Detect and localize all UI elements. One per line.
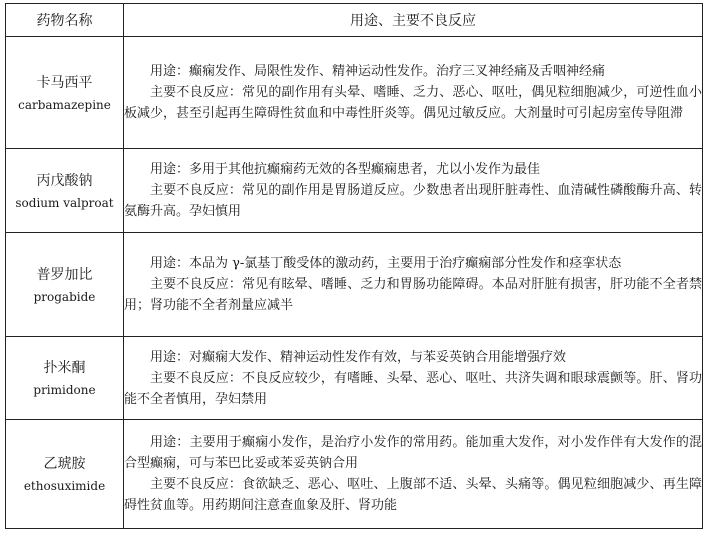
drug-name-cell bbox=[6, 37, 124, 149]
drug-use: 用途：多用于其他抗癫痫药无效的各型癫痫患者，尤以小发作为最佳 bbox=[150, 162, 541, 177]
drug-name-cn: 扑米酮 bbox=[43, 360, 86, 376]
drug-use: 用途：对癫痫大发作、精神运动性发作有效，与苯妥英钠合用能增强疗效 bbox=[150, 349, 567, 365]
header-use-adverse: 用途、主要不良反应 bbox=[124, 4, 703, 37]
drug-name-cn: 丙戊酸钠 bbox=[36, 172, 93, 189]
drug-adverse-reactions: 主要不良反应：常见的副作用有头晕、嗜睡、乏力、恶心、呕吐，偶见粒细胞减少，可逆性血小板减少，甚至引起再生障碍性贫血和中毒性肝炎等。偶见过敏反应。大剂量时可引起房室传导阻滞 bbox=[124, 85, 702, 121]
drug-name-cell bbox=[6, 149, 124, 233]
drug-name-en: ethosuximide bbox=[23, 479, 106, 493]
drug-name-en: carbamazepine bbox=[18, 97, 111, 112]
drug-table bbox=[5, 3, 703, 529]
drug-adverse-reactions: 主要不良反应：不良反应较少，有嗜睡、头晕、恶心、呕吐、共济失调和眼球震颤等。肝、肾功能不全者慎用，孕妇禁用 bbox=[124, 370, 702, 407]
drug-adverse-reactions: 主要不良反应：常见的副作用是胃肠道反应。少数患者出现肝脏毒性、血清碱性磷酸酶升高、转氨酶升高。孕妇慎用 bbox=[124, 183, 702, 219]
drug-description-cell bbox=[124, 149, 703, 233]
drug-name-cn: 普罗加比 bbox=[36, 266, 93, 283]
table-row bbox=[6, 149, 703, 233]
header-drug-name: 药物名称 bbox=[6, 4, 124, 37]
drug-adverse-reactions: 主要不良反应：食欲缺乏、恶心、呕吐、上腹部不适、头晕、头痛等。偶见粒细胞减少、再生障碍性贫血等。用药期间注意查血象及肝、肾功能 bbox=[124, 477, 702, 513]
drug-description-cell bbox=[124, 233, 703, 337]
drug-description-cell bbox=[124, 420, 703, 529]
drug-use: 用途：癫痫发作、局限性发作、精神运动性发作。治疗三叉神经痛及舌咽神经痛 bbox=[150, 64, 606, 79]
drug-name-cell bbox=[6, 420, 124, 529]
drug-description-cell bbox=[124, 37, 703, 149]
table-row bbox=[6, 37, 703, 149]
drug-use: 用途：主要用于癫痫小发作，是治疗小发作的常用药。能加重大发作，对小发作伴有大发作的混合型癫痫，可与苯巴比妥或苯妥英钠合用 bbox=[124, 435, 702, 471]
drug-name-en: sodium valproat bbox=[15, 195, 114, 210]
drug-use: 用途：本品为 γ-氯基丁酸受体的激动药，主要用于治疗癫痫部分性发作和痉挛状态 bbox=[150, 256, 622, 271]
table-row bbox=[6, 337, 703, 420]
drug-name-cn: 卡马西平 bbox=[36, 74, 93, 91]
header-row bbox=[6, 4, 703, 37]
drug-name-en: progabide bbox=[33, 289, 96, 304]
drug-name-cell bbox=[6, 337, 124, 420]
drug-name-cell bbox=[6, 233, 124, 337]
drug-name-cn: 乙琥胺 bbox=[43, 456, 86, 472]
drug-adverse-reactions: 主要不良反应：常见有眩晕、嗜睡、乏力和胃肠功能障碍。本品对肝脏有损害，肝功能不全者禁用；肾功能不全者剂量应减半 bbox=[124, 277, 702, 313]
table-row bbox=[6, 233, 703, 337]
drug-description-cell bbox=[124, 337, 703, 420]
drug-name-en: primidone bbox=[33, 383, 96, 397]
table-row bbox=[6, 420, 703, 529]
